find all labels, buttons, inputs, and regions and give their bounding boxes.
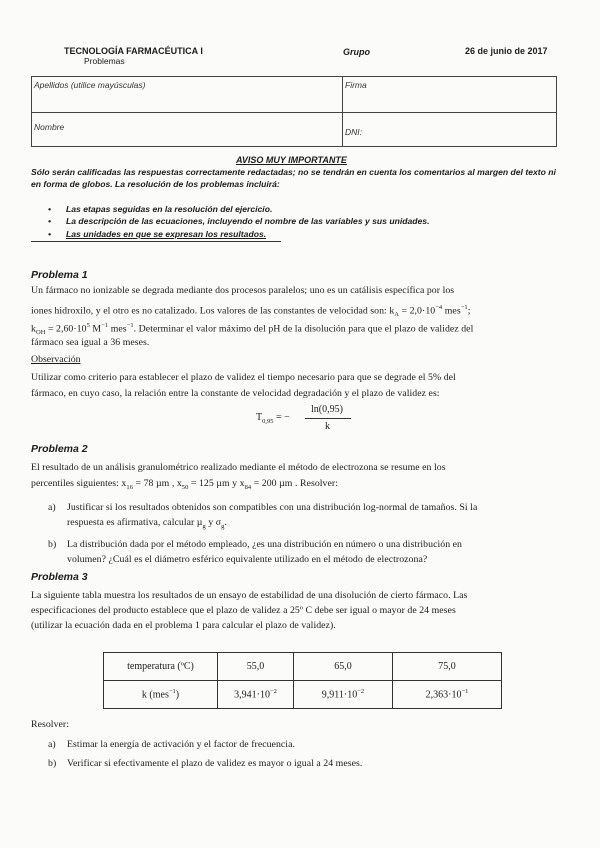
box-divider-horizontal	[32, 112, 556, 113]
fraction-bar	[305, 418, 351, 419]
apellidos-field[interactable]: Apellidos (utilice mayúsculas)	[34, 80, 146, 90]
table-header-k: k (mes$^{-1}$)	[104, 681, 218, 709]
bullet-dot: •	[48, 229, 52, 239]
p2-line-1: El resultado de un análisis granulométrico realizado mediante el método de electrozona se resume en los	[31, 462, 446, 473]
table-cell-temp: 75,0	[393, 653, 502, 681]
group-label: Grupo	[343, 47, 370, 57]
problem-1-title: Problema 1	[31, 269, 88, 281]
dni-field[interactable]: DNI:	[345, 127, 362, 137]
p3-a-label: a)	[48, 739, 56, 750]
aviso-underline	[31, 241, 281, 242]
p2-a-line-1: Justificar si los resultados obtenidos son compatibles con una distribución log-normal de tamaños. Si la	[67, 502, 478, 513]
observacion-title: Observación	[31, 354, 81, 365]
p3-b-text: Verificar si efectivamente el plazo de validez es mayor o igual a 24 meses.	[67, 758, 363, 769]
p3-a-text: Estimar la energía de activación y el factor de frecuencia.	[67, 739, 295, 750]
identification-box	[31, 76, 557, 147]
p1-line-4: fármaco sea igual a 36 meses.	[31, 337, 150, 348]
table-cell-k: $9,911\cdot 10^{-2}$	[294, 681, 393, 709]
p2-b-line-1: La distribución dada por el método empleado, ¿es una distribución en número o una distribución en	[67, 539, 462, 550]
p3-b-label: b)	[48, 758, 57, 769]
p1-line-1: Un fármaco no ionizable se degrada mediante dos procesos paralelos; uno es un catálisis específica por los	[31, 285, 455, 296]
p1-line-2: iones hidroxilo, y el otro es no catalizado. Los valores de las constantes de velocidad son: $k_A = 2,0\cdot 10^{-4}$ mes$^{-1}$;	[31, 304, 471, 319]
table-cell-temp: 65,0	[294, 653, 393, 681]
p2-b-line-2: volumen? ¿Cuál es el diámetro esférico equivalente utilizado en el método de electrozona?	[67, 554, 428, 565]
p2-a-label: a)	[48, 502, 56, 513]
bullet-dot: •	[48, 216, 52, 226]
p1-line-3: $k_{OH} = 2,60\cdot 10^5$ $M^{-1}$ mes$^{-1}$. Determinar el valor máximo del pH de la disolución para que el plazo de validez del	[31, 322, 474, 337]
p3-line-1: La siguiente tabla muestra los resultados de un ensayo de estabilidad de una disolución de cierto fármaco. Las	[31, 590, 468, 601]
p2-a-line-2: respuesta es afirmativa, calcular µ$_g$ y $\sigma_g$.	[67, 517, 227, 530]
problem-2-title: Problema 2	[31, 443, 88, 455]
p3-resolver: Resolver:	[31, 719, 69, 730]
course-subtitle: Problemas	[84, 56, 125, 66]
aviso-bullet-2: La descripción de las ecuaciones, incluyendo el nombre de las variables y sus unidades.	[66, 216, 430, 226]
nombre-field[interactable]: Nombre	[34, 122, 65, 132]
table-row	[104, 681, 502, 709]
table-cell-temp: 55,0	[218, 653, 294, 681]
p2-b-label: b)	[48, 539, 57, 550]
p3-line-3: (utilizar la ecuación dada en el problema 1 para calcular el plazo de validez).	[31, 620, 336, 631]
obs-line-1: Utilizar como criterio para establecer el plazo de validez el tiempo necesario para que se degrade el 5% del	[31, 372, 456, 383]
table-header-temperature: temperatura (ºC)	[104, 653, 218, 681]
p2-line-2: percentiles siguientes: $x_{16} = 78$ µm , $x_{50} = 125$ µm y $x_{84} = 200$ µm . Resolver:	[31, 478, 338, 491]
problem-3-title: Problema 3	[31, 571, 88, 583]
exam-date: 26 de junio de 2017	[465, 46, 548, 56]
table-row	[104, 653, 502, 681]
aviso-text: Sólo serán calificadas las respuestas correctamente redactadas; no se tendrán en cuenta los comentarios al margen del texto ni en forma de globos. La resolución de los problemas incluirá:	[31, 167, 556, 189]
formula-denominator: k	[325, 421, 330, 432]
formula-numerator: ln(0,95)	[311, 404, 343, 415]
bullet-dot: •	[48, 204, 52, 214]
aviso-title: AVISO MUY IMPORTANTE	[236, 155, 347, 165]
table-cell-k: $2,363\cdot 10^{-1}$	[393, 681, 502, 709]
box-divider-vertical	[342, 77, 343, 146]
table-cell-k: $3,941\cdot 10^{-2}$	[218, 681, 294, 709]
course-title: TECNOLOGÍA FARMACÉUTICA I	[64, 46, 203, 56]
aviso-bullet-3: Las unidades en que se expresan los resultados.	[66, 229, 267, 239]
p3-line-2: especificaciones del producto establece que el plazo de validez a 25º C debe ser igual o mayor de 24 meses	[31, 605, 456, 616]
aviso-bullet-1: Las etapas seguidas en la resolución del ejercicio.	[66, 204, 273, 214]
formula-lhs: $T_{0,95}$ = −	[256, 412, 290, 425]
obs-line-2: fármaco, en cuyo caso, la relación entre la constante de velocidad degradación y el plazo de validez es:	[31, 388, 440, 399]
stability-table	[103, 652, 502, 709]
firma-field[interactable]: Firma	[345, 80, 367, 90]
